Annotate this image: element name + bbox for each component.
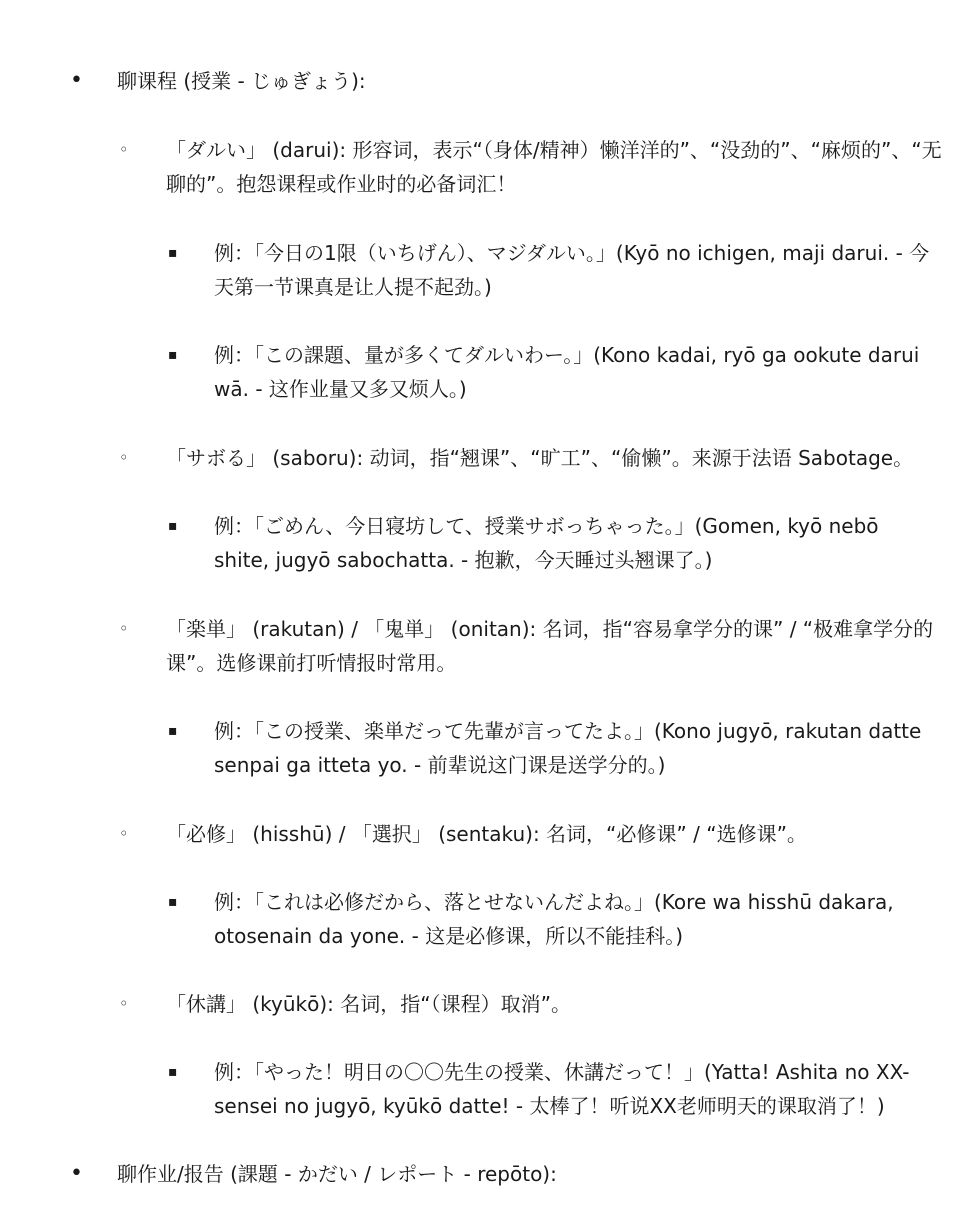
square-bullet-icon: ▪ xyxy=(168,723,178,739)
square-bullet-icon: ▪ xyxy=(168,245,178,261)
hollow-bullet-icon: ◦ xyxy=(119,448,129,467)
term-rakutan-onitan: 「楽単」 (rakutan) / 「鬼単」 (onitan): 名词，指“容易拿学分的课” / “极难拿学分的课”。选修课前打听情报时常用。 xyxy=(166,617,934,675)
term-saboru: 「サボる」 (saboru): 动词，指“翘课”、“旷工”、“偷懒”。来源于法语 Sabotage。 xyxy=(166,446,914,470)
term-kyuko: 「休講」 (kyūkō): 名词，指“（课程）取消”。 xyxy=(166,992,571,1016)
bullet-icon: • xyxy=(70,68,83,93)
example-rakutan: 例：「この授業、楽単だって先輩が言ってたよ。」(Kono jugyō, rakutan datte senpai ga itteta yo. - 前辈说这门课是送学分的。) xyxy=(214,719,922,777)
term-darui: 「ダルい」 (darui): 形容词，表示“（身体/精神）懒洋洋的”、“没劲的”、“麻烦的”、“无聊的”。抱怨课程或作业时的必备词汇！ xyxy=(166,138,942,196)
example-saboru: 例：「ごめん、今日寝坊して、授業サボっちゃった。」(Gomen, kyō nebō shite, jugyō sabochatta. - 抱歉，今天睡过头翘课了。) xyxy=(214,514,879,572)
example-hisshu: 例：「これは必修だから、落とせないんだよね。」(Kore wa hisshū dakara, otosenain da yone. - 这是必修课，所以不能挂科。) xyxy=(214,890,894,948)
example-darui-2: 例：「この課題、量が多くてダルいわー。」(Kono kadai, ryō ga ookute darui wā. - 这作业量又多又烦人。) xyxy=(214,343,920,401)
bullet-icon: • xyxy=(70,1161,83,1186)
square-bullet-icon: ▪ xyxy=(168,347,178,363)
example-darui-1: 例：「今日の1限（いちげん）、マジダルい。」(Kyō no ichigen, maji darui. - 今天第一节课真是让人提不起劲。) xyxy=(214,241,930,299)
hollow-bullet-icon: ◦ xyxy=(119,140,129,159)
square-bullet-icon: ▪ xyxy=(168,894,178,910)
section-heading-courses: 聊课程 (授業 - じゅぎょう): xyxy=(117,69,366,93)
hollow-bullet-icon: ◦ xyxy=(119,824,129,843)
square-bullet-icon: ▪ xyxy=(168,1064,178,1080)
hollow-bullet-icon: ◦ xyxy=(119,619,129,638)
term-hisshu-sentaku: 「必修」 (hisshū) / 「選択」 (sentaku): 名词，“必修课” / “选修课”。 xyxy=(166,822,807,846)
square-bullet-icon: ▪ xyxy=(168,518,178,534)
hollow-bullet-icon: ◦ xyxy=(119,994,129,1013)
section-heading-homework: 聊作业/报告 (課題 - かだい / レポート - repōto): xyxy=(117,1162,557,1186)
example-kyuko: 例：「やった！明日の〇〇先生の授業、休講だって！」(Yatta! Ashita no XX-sensei no jugyō, kyūkō datte! - 太棒了！听说XX老师明天的课取消了！) xyxy=(214,1060,910,1118)
